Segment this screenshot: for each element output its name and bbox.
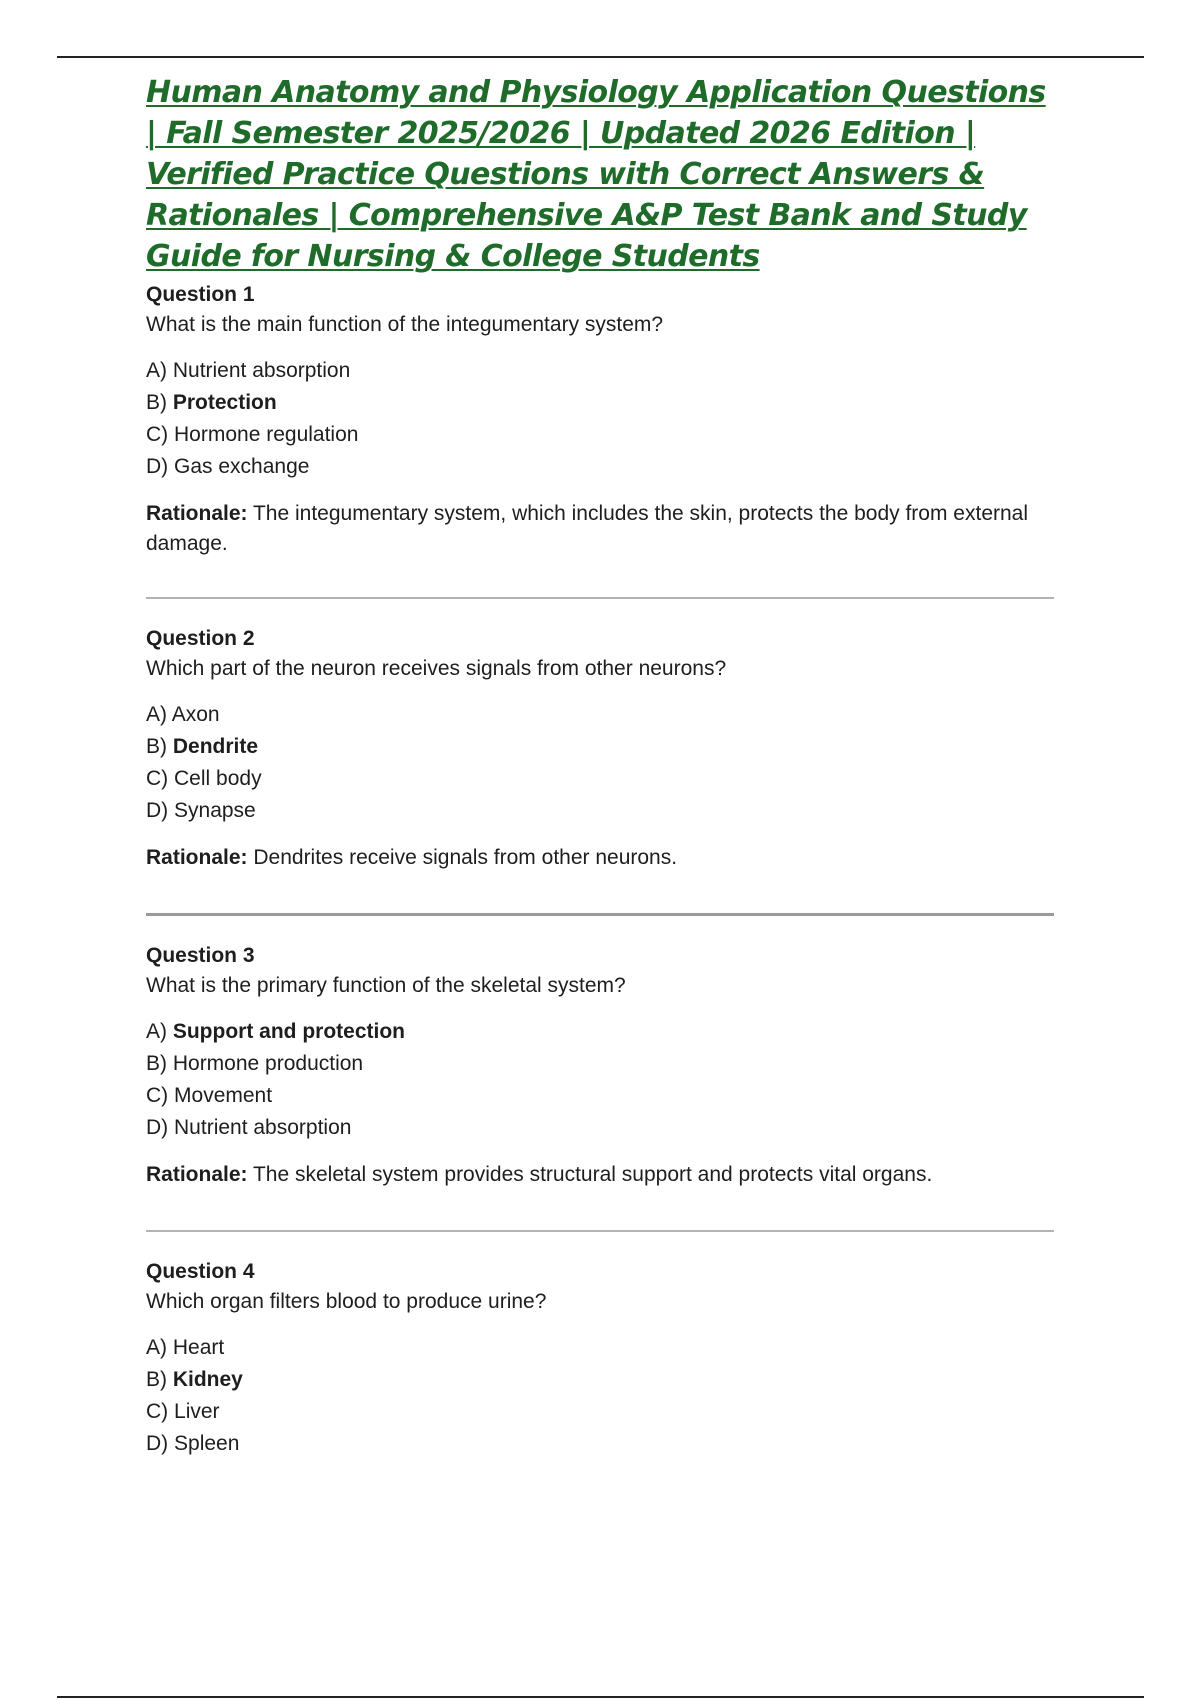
answer-option <box>146 451 1056 483</box>
answer-options <box>146 1016 1056 1144</box>
option-text: Nutrient absorption <box>172 359 351 382</box>
question-block <box>146 281 1056 559</box>
option-text: Axon <box>171 703 220 726</box>
question-text: What is the primary function of the skeletal system? <box>146 974 626 997</box>
question-heading: Question 4 <box>146 1260 255 1283</box>
option-text: Hormone regulation <box>174 423 359 446</box>
page-top-rule <box>57 56 1144 58</box>
question-block <box>146 625 1056 873</box>
document-body <box>146 72 1056 1476</box>
option-letter: A) <box>146 359 167 382</box>
option-letter: C) <box>146 767 169 790</box>
answer-option <box>146 1112 1056 1144</box>
option-letter: D) <box>146 799 169 822</box>
answer-option <box>146 1364 1056 1396</box>
option-letter: C) <box>146 1084 169 1107</box>
rationale-label: Rationale: <box>146 502 248 525</box>
option-text: Spleen <box>174 1432 240 1455</box>
correct-answer-text: Support and protection <box>172 1020 405 1043</box>
answer-option <box>146 763 1056 795</box>
option-text: Gas exchange <box>174 455 310 478</box>
option-text: Cell body <box>174 767 262 790</box>
question-text: What is the main function of the integumentary system? <box>146 313 664 336</box>
answer-options <box>146 699 1056 827</box>
rationale <box>146 1160 1046 1190</box>
answer-options <box>146 1332 1056 1460</box>
question-separator <box>146 1230 1054 1232</box>
rationale <box>146 499 1046 559</box>
question-heading: Question 3 <box>146 944 255 967</box>
rationale-text: The integumentary system, which includes the skin, protects the body from external damage. <box>146 502 1029 555</box>
answer-option <box>146 1048 1056 1080</box>
question-block <box>146 942 1056 1190</box>
answer-option <box>146 1080 1056 1112</box>
option-text: Nutrient absorption <box>174 1116 352 1139</box>
option-letter: C) <box>146 1400 169 1423</box>
correct-answer-text: Kidney <box>172 1368 243 1391</box>
question-separator <box>146 597 1054 599</box>
option-text: Movement <box>174 1084 273 1107</box>
option-letter: B) <box>146 735 167 758</box>
option-letter: C) <box>146 423 169 446</box>
rationale-text: The skeletal system provides structural support and protects vital organs. <box>252 1163 933 1186</box>
correct-answer-text: Protection <box>172 391 277 414</box>
option-letter: D) <box>146 1116 169 1139</box>
question-heading: Question 2 <box>146 627 255 650</box>
option-letter: B) <box>146 1052 167 1075</box>
rationale-label: Rationale: <box>146 1163 248 1186</box>
answer-option <box>146 1016 1056 1048</box>
answer-options <box>146 355 1056 483</box>
option-letter: A) <box>146 1020 167 1043</box>
question-separator <box>146 913 1054 916</box>
option-letter: A) <box>146 1336 167 1359</box>
answer-option <box>146 795 1056 827</box>
option-letter: D) <box>146 1432 169 1455</box>
answer-option <box>146 731 1056 763</box>
option-text: Liver <box>174 1400 220 1423</box>
option-letter: B) <box>146 1368 167 1391</box>
question-block <box>146 1258 1056 1460</box>
option-letter: D) <box>146 455 169 478</box>
answer-option <box>146 1332 1056 1364</box>
option-text: Hormone production <box>172 1052 364 1075</box>
option-letter: A) <box>146 703 167 726</box>
option-text: Synapse <box>174 799 256 822</box>
answer-option <box>146 699 1056 731</box>
answer-option <box>146 419 1056 451</box>
answer-option <box>146 355 1056 387</box>
option-text: Heart <box>172 1336 225 1359</box>
page-bottom-rule <box>57 1696 1144 1698</box>
rationale-text: Dendrites receive signals from other neurons. <box>253 846 678 869</box>
question-text: Which organ filters blood to produce urine? <box>146 1290 547 1313</box>
answer-option <box>146 1428 1056 1460</box>
correct-answer-text: Dendrite <box>172 735 259 758</box>
rationale <box>146 843 1046 873</box>
rationale-label: Rationale: <box>146 846 248 869</box>
option-letter: B) <box>146 391 167 414</box>
answer-option <box>146 387 1056 419</box>
question-heading: Question 1 <box>146 283 255 306</box>
answer-option <box>146 1396 1056 1428</box>
question-text: Which part of the neuron receives signals from other neurons? <box>146 657 727 680</box>
document-title: Human Anatomy and Physiology Application Questions | Fall Semester 2025/2026 | Updated 2026 Edition | Verified Practice Questions with Correct Answers & Rationales | Comprehensive A&P Test Bank and Study Guide for Nursing & College Students <box>146 75 1046 274</box>
